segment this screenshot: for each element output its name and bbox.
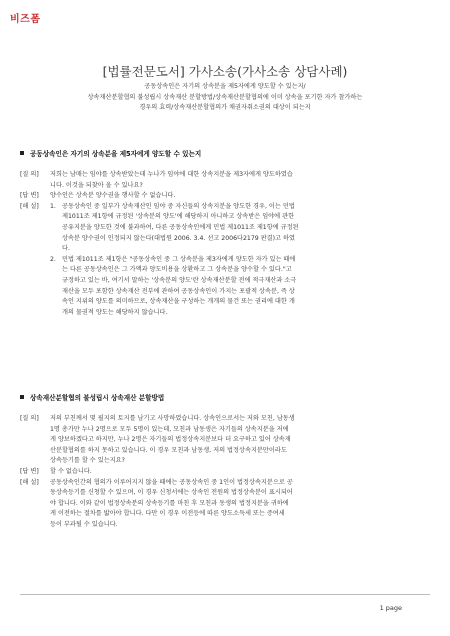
explanation-line: 개의 물권적 양도는 해당하지 않습니다. [62, 308, 168, 316]
explanation-line: 규정하고 있는 바, 여기서 말하는 '상속분의 양도'란 상속재산분할 전에 적극재산과 소극 [62, 276, 297, 284]
explanation-line: 속인 지위의 양도를 의미하므로, 상속재산을 구성하는 개개의 물건 또는 권리에 대한 개 [62, 298, 295, 306]
explanation-item [50, 202, 440, 255]
section1-explanation [20, 202, 440, 319]
explanation-label: [해 설] [20, 202, 39, 210]
item-number: 2. [50, 255, 56, 263]
section2-heading [20, 392, 164, 402]
explanation-line: 등이 부과될 수 있습니다. [50, 520, 118, 528]
item-number: 1. [50, 202, 56, 210]
explanation-line: 다. [62, 245, 70, 253]
question-line: 1명 총가만 누나 2명으로 모두 5명이 있는데, 모친과 남동생은 자기들의 상속지분을 저에 [50, 425, 289, 433]
explanation-label: [해 설] [20, 478, 39, 486]
section2-heading-text: 상속재산분할협의 불성립시 상속재산 분할방법 [30, 394, 165, 402]
explanation-line: 상속분 양수권이 인정되지 않는다(대법원 2006. 3.4. 선고 2006다2179 판결)고 하였 [62, 234, 295, 242]
section1-body [20, 170, 440, 318]
section2-body [20, 414, 440, 531]
section2-answer [20, 467, 440, 478]
question-label: [질 의] [20, 415, 39, 422]
explanation-line: 재산을 모두 포함한 상속재산 전부에 관하여 공동상속인이 가지는 포괄적 상속분, 즉 상 [62, 287, 295, 295]
subtitle-line: 상속재산분할협의 불성립시 상속재산 분할방법/상속재산분할협의에 이미 상속을 포기한 자가 참가하는 [87, 93, 363, 101]
answer-text: 할 수 없습니다. [50, 467, 92, 475]
question-line: 저희는 남매는 임야를 상속받았는데 누나가 임야에 대한 상속지분을 제3자에게 양도하였습 [50, 171, 293, 178]
answer-label: [답 변] [20, 192, 39, 200]
bullet-square-icon [20, 395, 24, 399]
explanation-line: 게 이전하는 절차를 밟아야 합니다. 다만 이 경우 이전등에 따른 양도소득세 또는 증여세 [50, 510, 285, 518]
section2-question [20, 414, 440, 467]
section1-heading [20, 148, 201, 158]
subtitle-line: 공동상속인은 자기의 상속분을 제5자에게 양도할 수 있는지/ [144, 83, 306, 90]
explanation-line: 는 다른 공동상속인은 그 가액과 양도비용을 상환하고 그 상속분을 양수할 수 있다."고 [62, 266, 292, 274]
question-label: [질 의] [20, 171, 39, 178]
document-subtitle [20, 82, 430, 114]
explanation-line: 민법 제1011조 제1항은 "공동상속인 중 그 상속분을 제3자에게 양도한 자가 있는 때에 [62, 255, 296, 263]
question-line: 저의 부친께서 몇 필지의 토지를 남기고 사망하였습니다. 상속인으로서는 저와 모친, 남동생 [50, 415, 295, 422]
question-line: 산분할협의를 하지 못하고 있습니다. 이 경우 모친과 남동생, 저의 법정상속지분만이라도 [50, 446, 287, 454]
footer-divider [20, 594, 430, 595]
section1-heading-text: 공동상속인은 자기의 상속분을 제5자에게 양도할 수 있는지 [30, 150, 202, 158]
bizform-logo: 비즈폼 [10, 14, 41, 25]
explanation-line: 야 합니다. 이와 같이 법정상속분의 상속등기를 마친 후 모친과 동생의 법정지분을 귀하에 [50, 499, 289, 507]
explanation-line: 제1011조 제1항에 규정된 '상속분의 양도'에 해당하지 아니하고 상속받은 임야에 관한 [62, 213, 295, 221]
explanation-line: 공유지분을 양도한 것에 불과하여, 다른 공동상속인에게 민법 제1011조 제1항에 규정된 [62, 223, 299, 231]
explanation-line: 공동상속인간의 협의가 이루어지지 않을 때에는 공동상속인 중 1인이 법정상속지분으로 공 [50, 478, 293, 486]
section1-question [20, 170, 440, 191]
subtitle-line: 경우의 효력/상속재산분할협의가 채권자취소권의 대상이 되는지 [139, 104, 311, 111]
question-line: 상속등기를 할 수 있는지요? [50, 457, 125, 465]
section2-explanation [20, 478, 440, 531]
document-title: [법률전문도서] 가사소송(가사소송 상담사례) [102, 64, 348, 79]
explanation-line: 공동상속인 중 일부가 상속재산인 임야 중 자신들의 상속지분을 양도한 경우, 이는 민법 [62, 202, 295, 210]
question-line: 게 양보하겠다고 하지만, 누나 2명은 자기들의 법정상속지분보다 더 요구하고 있어 상속재 [50, 436, 291, 444]
page-number: 1 page [379, 604, 402, 612]
answer-text: 양수인은 상속분 양수권을 행사할 수 없습니다. [50, 192, 176, 200]
question-line: 니다. 이것을 되찾아 올 수 있나요? [50, 181, 143, 189]
answer-label: [답 변] [20, 467, 39, 475]
explanation-item [50, 255, 440, 319]
section1-answer [20, 191, 440, 202]
bullet-square-icon [20, 151, 24, 155]
explanation-line: 동상속등기를 신청할 수 있으며, 이 경우 신청서에는 상속인 전원의 법정상속분이 표시되어 [50, 489, 293, 497]
